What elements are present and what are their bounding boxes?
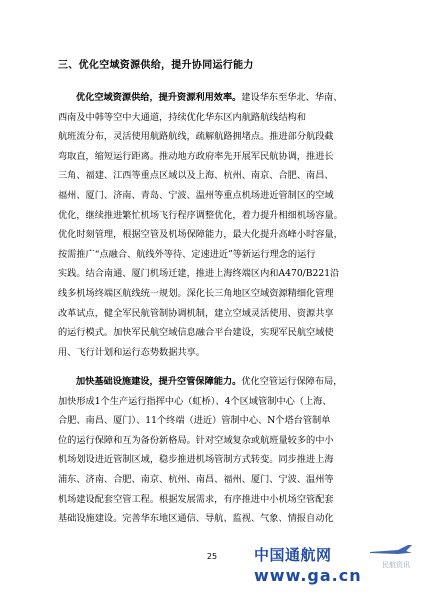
paragraph-line: 加快形成1个生产运行指挥中心（虹桥）、4个区域管制中心（上海、 xyxy=(58,395,332,407)
section-title: 三、优化空域资源供给，提升协同运行能力 xyxy=(58,60,254,71)
site-watermark xyxy=(254,544,414,590)
watermark-url: www.ga.cn xyxy=(254,566,362,585)
paragraph-airspace xyxy=(58,88,374,362)
paragraph-text: 优化空管运行保障布局， xyxy=(241,376,343,387)
paragraph-line: 合肥、南昌、厦门）、11个终端（进近）管制中心、N个塔台管制单 xyxy=(58,415,331,427)
paragraph-line: 机场划设进近管制区域，稳步推进机场管制方式转变。同步推进上海 xyxy=(58,454,334,466)
paragraph-line: 优化时刻管理，根据空管及机场保障能力，最大化提升高峰小时容量， xyxy=(58,229,343,241)
paragraph-line: 浦东、济南、合肥、南京、杭州、南昌、福州、厦门、宁波、温州等 xyxy=(58,473,334,485)
paragraph-infrastructure xyxy=(58,372,374,529)
paragraph-line: 的运行模式。加快军民航空域信息融合平台建设，实现军民航空域使 xyxy=(58,327,334,339)
watermark-brand: 中国通航网 xyxy=(254,546,332,564)
watermark-subtitle: 民航资讯 xyxy=(382,561,410,569)
paragraph-line xyxy=(58,372,374,392)
paragraph-line: 改革试点，健全军民航管制协调机制，建立空域灵活使用、资源共享 xyxy=(58,307,334,319)
paragraph-line: 西南及中韩等空中大通道，持续优化华东区内航路航线结构和 xyxy=(58,111,307,123)
paragraph-line: 机场建设配套空管工程。根据发展需求，有序推进中小机场空管配套 xyxy=(58,493,334,505)
paragraph-line: 基础设施建设。完善华东地区通信、导航、监视、气象、情报自动化 xyxy=(58,513,334,525)
paragraph-text: 建设华东至华北、华南、 xyxy=(241,92,343,103)
paragraph-line: 弯取直，缩短运行距离。推动地方政府率先开展军民航协调，推进长 xyxy=(58,150,334,162)
paragraph-line: 用、飞行计划和运行态势数据共享。 xyxy=(58,346,205,358)
paragraph-line: 福州、厦门、济南、青岛、宁波、温州等重点机场进近管制区的空域 xyxy=(58,189,334,201)
page-number: 25 xyxy=(206,552,218,561)
paragraph-line: 优化，继续推进繁忙机场飞行程序调整优化，着力提升相细机场容量。 xyxy=(58,209,343,221)
paragraph-lead: 优化空域资源供给，提升资源利用效率。 xyxy=(76,92,242,103)
paragraph-line: 线多机场终端区航线统一规划。深化长三角地区空域资源精细化管理 xyxy=(58,287,334,299)
paragraph-line: 位的运行保障和互为备份新格局。针对空域复杂或航班量较多的中小 xyxy=(58,434,334,446)
paragraph-line: 实践。结合南通、厦门机场迁建，推进上海终端区内和A470/B221沿 xyxy=(58,268,340,280)
paragraph-line: 航班流分布，灵活使用航路航线，疏解航路拥堵点。推进部分航段截 xyxy=(58,131,334,143)
paragraph-line xyxy=(58,88,374,108)
paragraph-lead: 加快基础设施建设，提升空管保障能力。 xyxy=(76,376,242,387)
paragraph-line: 按需推广“点融合、航线外等待、定速进近”等新运行理念的运行 xyxy=(58,248,316,260)
paragraph-line: 三角、福建、江西等重点区域以及上海、杭州、南京、合肥、南昌、 xyxy=(58,170,334,182)
